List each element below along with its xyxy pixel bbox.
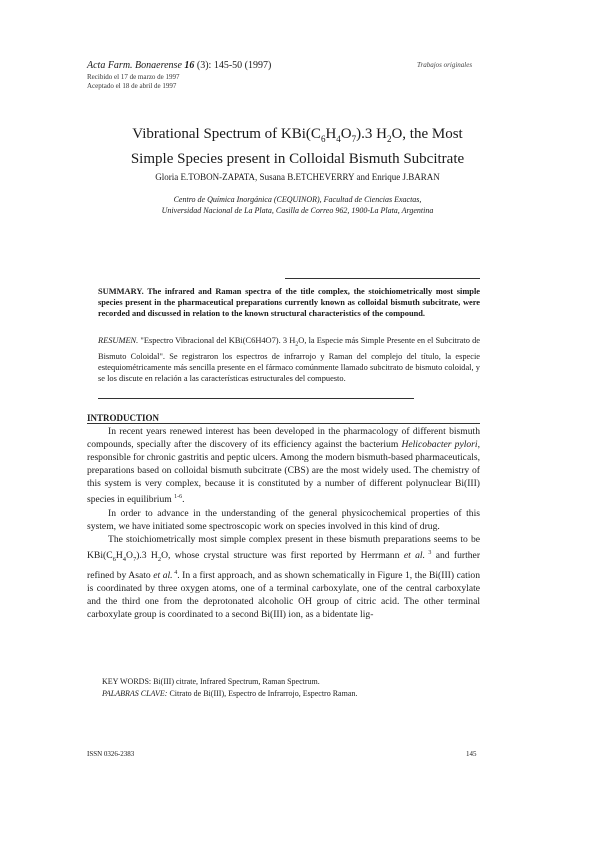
affiliation-line-2: Universidad Nacional de La Plata, Casilla de Correo 962, 1900-La Plata, Argentina (161, 206, 434, 215)
issn: ISSN 0326-2383 (87, 750, 135, 758)
journal-name: Acta Farm. Bonaerense (87, 60, 182, 71)
affiliation-line-1: Centro de Química Inorgánica (CEQUINOR), Facultad de Ciencias Exactas, (173, 195, 422, 204)
received-accepted-dates (87, 73, 180, 91)
intro-paragraph-2: In order to advance in the understanding of the general physicochemical properties of this system, we have initiated some spectroscopic work on species involved in this kind of drug. (87, 507, 480, 532)
keywords (102, 676, 482, 700)
introduction-body (87, 426, 480, 623)
keywords-english: KEY WORDS: Bi(III) citrate, Infrared Spectrum, Raman Spectrum. (102, 677, 320, 686)
paper-title (90, 124, 505, 169)
journal-citation (87, 60, 271, 71)
introduction-rule (87, 423, 480, 424)
introduction-heading: INTRODUCTION (87, 413, 160, 423)
title-line-1: Vibrational Spectrum of $KBi(C_6H_4O_7).3$ $H_2O$, the Most (132, 126, 463, 144)
intro-paragraph-1: In recent years renewed interest has been developed in the pharmacology of different bismuth compounds, specially after the discovery of its efficiency against the bacterium Helicobacter pylori, responsible for chronic gastritis and peptic ulcers. Among the modern bismuth-based pharmaceuticals, preparations based on colloidal bismuth subcitrate (CBS) are the most widely used. The chemistry of this system is very complex, because it is constituted by a number of different polynuclear Bi(III) species in equilibrium $^{1-6}$. (87, 426, 480, 505)
keywords-spanish: PALABRAS CLAVE: Citrato de Bi(III), Espectro de Infrarrojo, Espectro Raman. (102, 689, 358, 698)
section-tag: Trabajos originales (417, 61, 473, 69)
summary-abstract: SUMMARY. The infrared and Raman spectra of the title complex, the stoichiometrically most simple species present in the pharmaceutical preparations currently known as colloidal bismuth subcitrate, were recorded and discussed in relation to the known structural characteristics of the compound. (98, 287, 480, 318)
authors: Gloria E.TOBON-ZAPATA, Susana B.ETCHEVERRY and Enrique J.BARAN (155, 172, 440, 182)
title-line-2: Simple Species present in Colloidal Bismuth Subcitrate (130, 151, 465, 167)
abstract-bottom-rule (98, 398, 414, 399)
accepted-date: Aceptado el 18 de abril de 1997 (87, 82, 177, 90)
journal-volume: 16 (184, 60, 195, 71)
page-number: 145 (466, 750, 477, 758)
received-date: Recibido el 17 de marzo de 1997 (87, 73, 180, 81)
journal-issue-pages: (3): 145-50 (1997) (196, 60, 272, 71)
resumen-abstract: RESUMEN. "Espectro Vibracional del KBi(C6H4O7). 3 $H_2O$, la Especie más Simple Presente en el Subcitrato de Bismuto Coloidal". Se registraron los espectros de infrarrojo y Raman del complejo del título, la especie estequiométricamente más sencilla presente en el fármaco comúnmente llamado subcitrato de bismuto coloidal, y se los discute en relación a las características estructurales del compuesto. (98, 336, 480, 383)
resumen-label: RESUMEN. (98, 336, 139, 345)
affiliation (90, 194, 505, 216)
intro-paragraph-3: The stoichiometrically most simple complex present in these bismuth preparations seems to be $KBi(C_6H_4O_7).3$ $H_2O$, whose crystal structure was first reported by Herrmann et al. $^3$ and further refined by Asato et al. $^4$. In a first approach, and as shown schematically in Figure 1, the Bi(III) cation is coordinated by three oxygen atoms, one of a terminal carboxylate, one of the central carboxylate and the third one from the deprotonated alcoholic OH group of citric acid. The other terminal carboxylate group is coordinated to a second Bi(III) ion, as a bidentate lig- (87, 534, 481, 621)
abstract-top-rule (285, 278, 480, 279)
